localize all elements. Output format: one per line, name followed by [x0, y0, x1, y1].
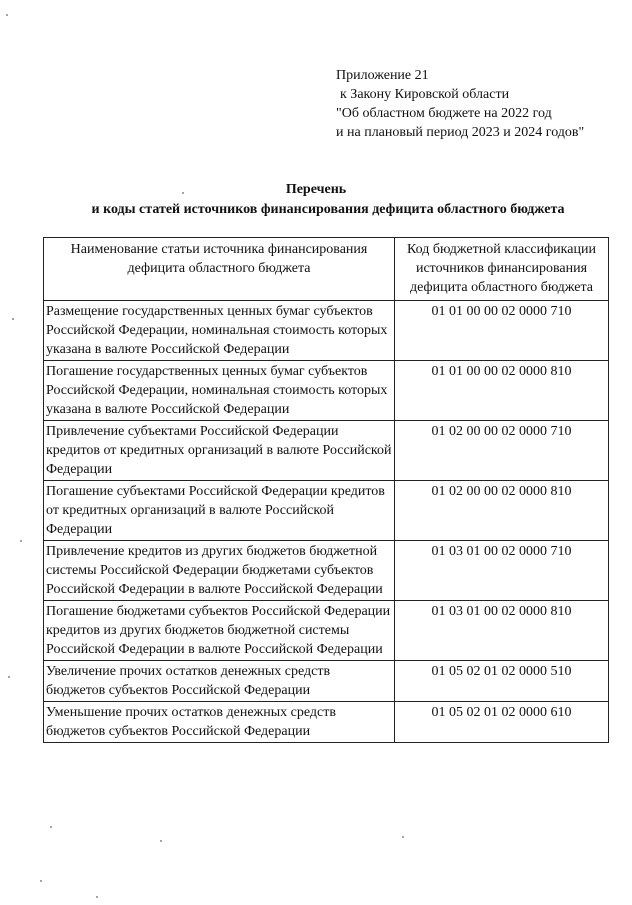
table-row: [44, 601, 609, 661]
header-name: Наименование статьи источника финансирования дефицита областного бюджета: [44, 238, 395, 301]
scan-speck: [160, 840, 162, 842]
table-row: [44, 541, 609, 601]
appendix-law-title: "Об областном бюджете на 2022 год: [336, 106, 552, 121]
row-code: 01 02 00 00 02 0000 810: [395, 481, 609, 541]
title-line-1: Перечень: [285, 182, 347, 197]
row-code: 01 05 02 01 02 0000 610: [395, 702, 609, 743]
row-code: 01 03 01 00 02 0000 710: [395, 541, 609, 601]
appendix-header: [336, 66, 626, 142]
title-line-2: и коды статей источников финансирования дефицита областного бюджета: [91, 202, 565, 217]
row-name: Уменьшение прочих остатков денежных средств бюджетов субъектов Российской Федерации: [44, 702, 395, 743]
document-title: [0, 180, 632, 220]
appendix-number: Приложение 21: [336, 68, 429, 83]
codes-table: [43, 237, 609, 743]
row-name: Увеличение прочих остатков денежных средств бюджетов субъектов Российской Федерации: [44, 661, 395, 702]
scan-speck: [40, 880, 42, 882]
scan-speck: [182, 192, 184, 194]
scan-speck: [96, 896, 98, 898]
scan-speck: [50, 826, 52, 828]
row-name: Погашение бюджетами субъектов Российской Федерации кредитов из других бюджетов бюджетной системы Российской Федерации в валюте Российской Федерации: [44, 601, 395, 661]
header-code: Код бюджетной классификации источников финансирования дефицита областного бюджета: [395, 238, 609, 301]
table-header-row: [44, 238, 609, 301]
row-code: 01 02 00 00 02 0000 710: [395, 421, 609, 481]
row-code: 01 01 00 00 02 0000 710: [395, 301, 609, 361]
appendix-law-title-cont: и на плановый период 2023 и 2024 годов": [336, 125, 585, 140]
scan-speck: [20, 540, 22, 542]
row-code: 01 01 00 00 02 0000 810: [395, 361, 609, 421]
row-code: 01 03 01 00 02 0000 810: [395, 601, 609, 661]
table-row: [44, 661, 609, 702]
scan-speck: [8, 676, 10, 678]
row-name: Погашение субъектами Российской Федерации кредитов от кредитных организаций в валюте Российской Федерации: [44, 481, 395, 541]
scan-speck: [6, 14, 8, 16]
table-row: [44, 481, 609, 541]
table-row: [44, 421, 609, 481]
row-name: Привлечение кредитов из других бюджетов бюджетной системы Российской Федерации бюджетами субъектов Российской Федерации в валюте Российской Федерации: [44, 541, 395, 601]
row-name: Размещение государственных ценных бумаг субъектов Российской Федерации, номинальная стоимость которых указана в валюте Российской Федерации: [44, 301, 395, 361]
appendix-law-reference: к Закону Кировской области: [340, 87, 510, 102]
row-name: Погашение государственных ценных бумаг субъектов Российской Федерации, номинальная стоимость которых указана в валюте Российской Федерации: [44, 361, 395, 421]
table-row: [44, 301, 609, 361]
table-row: [44, 361, 609, 421]
scan-speck: [402, 836, 404, 838]
table-row: [44, 702, 609, 743]
row-code: 01 05 02 01 02 0000 510: [395, 661, 609, 702]
scan-speck: [12, 318, 14, 320]
row-name: Привлечение субъектами Российской Федерации кредитов от кредитных организаций в валюте Российской Федерации: [44, 421, 395, 481]
